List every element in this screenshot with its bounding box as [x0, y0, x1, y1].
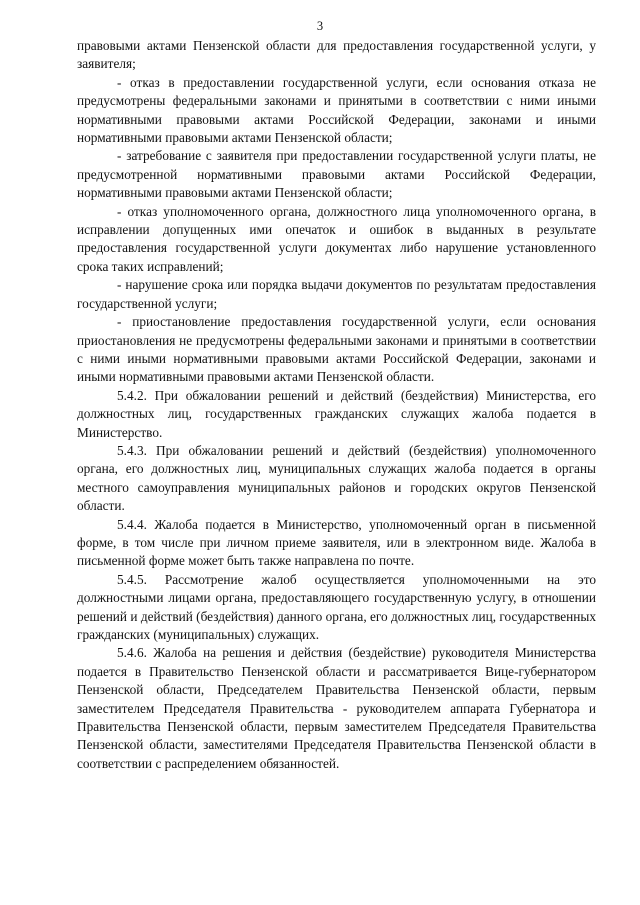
paragraph-continuation: правовыми актами Пензенской области для предоставления государственной услуги, у заявителя; [77, 38, 596, 72]
clause-5-4-5: 5.4.5. Рассмотрение жалоб осуществляется уполномоченными на это должностными лицами органа, предоставляющего государственную услугу, в отношении решений и действий (бездействия) данного органа, его должностных лиц, государственных гражданских (муниципальных) служащих. [77, 571, 596, 642]
list-item-suspension: - приостановление предоставления государственной услуги, если основания приостановления не предусмотрены федеральными законами и принятыми в соответствии с ними иными нормативными правовыми актами Российской Федерации, законами и иными нормативными правовыми актами Пензенской области. [77, 314, 596, 385]
page-number: 3 [316, 19, 324, 33]
document-body [77, 37, 596, 773]
clause-5-4-2: 5.4.2. При обжаловании решений и действий (бездействия) Министерства, его должностных лиц, государственных гражданских служащих жалоба подается в Министерство. [77, 387, 596, 440]
clause-5-4-4: 5.4.4. Жалоба подается в Министерство, уполномоченный орган в письменной форме, в том числе при личном приеме заявителя, или в электронном виде. Жалоба в письменной форме может быть также направлена по почте. [77, 516, 596, 569]
clause-5-4-6: 5.4.6. Жалоба на решения и действия (бездействие) руководителя Министерства подается в Правительство Пензенской области и рассматривается Вице-губернатором Пензенской области, Председателем Правительства Пензенской области, первым заместителем Председателя Правительства - руководителем аппарата Губернатора и Правительства Пензенской области, первым заместителем Председателя Правительства Пензенской области, заместителями Председателя Правительства Пензенской области в соответствии с распределением обязанностей. [77, 645, 596, 771]
clause-5-4-3: 5.4.3. При обжаловании решений и действий (бездействия) уполномоченного органа, его должностных лиц, муниципальных служащих жалоба подается в органы местного самоуправления муниципальных районов и городских округов Пензенской области. [77, 442, 596, 514]
list-item-deadline-violation: - нарушение срока или порядка выдачи документов по результатам предоставления государственной услуги; [77, 277, 596, 311]
list-item-refusal: - отказ в предоставлении государственной услуги, если основания отказа не предусмотрены федеральными законами и принятыми в соответствии с ними иными нормативными правовыми актами Российской Федерации, законами и иными нормативными правовыми актами Пензенской области; [77, 74, 596, 146]
list-item-fee-demand: - затребование с заявителя при предоставлении государственной услуги платы, не предусмотренной нормативными правовыми актами Российской Федерации, нормативными правовыми актами Пензенской области; [77, 148, 596, 201]
list-item-correction-refusal: - отказ уполномоченного органа, должностного лица уполномоченного органа, в исправлении допущенных ими опечаток и ошибок в выданных в результате предоставления государственной услуги документах либо нарушение установленного срока таких исправлений; [77, 203, 596, 274]
